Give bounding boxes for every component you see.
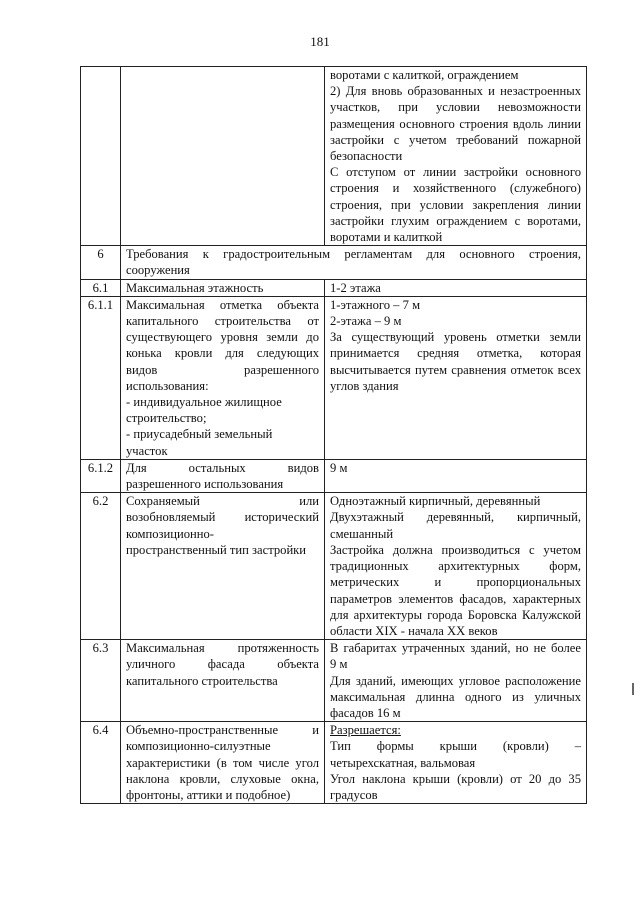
text-line: использования: [126,378,209,393]
value-cell [325,722,587,804]
row-number [81,67,121,246]
row-number: 6.2 [81,493,121,640]
text-line: Максимальная протяженность [126,641,319,656]
text-line: углов здания [330,378,399,393]
text-line: уличного фасада объекта [126,657,319,672]
row-number: 6.1.1 [81,296,121,459]
text-line: области XIX - начала XX веков [330,623,498,638]
parameter-cell [121,296,325,459]
text-line: С отступом от линии застройки основного [330,165,581,180]
text-line: воротами и калиткой [330,230,443,245]
text-line: Угол наклона крыши (кровли) от 20 до 35 [330,771,581,786]
text-line: 9 м [330,657,348,672]
parameter-cell [121,493,325,640]
table-row [81,722,587,804]
text-line: капитального строительства [126,673,278,688]
text-line: размещения основного строения вдоль линии [330,116,581,131]
text-line: фасадов 16 м [330,705,401,720]
table-row [81,67,587,246]
text-line: высчитывается путем сравнения отметок всех [330,362,581,377]
parameter-cell [121,459,325,492]
text-line: сооружения [126,263,190,278]
text-line: Застройка должна производиться с учетом [330,542,581,557]
text-line: Объемно-пространственные и [126,723,319,738]
text-line: Одноэтажный кирпичный, деревянный [330,494,541,509]
text-line: четырехскатная, вальмовая [330,755,476,770]
value-cell [325,296,587,459]
text-line: Сохраняемый или [126,494,319,509]
text-line: традиционных архитектурных форм, [330,559,581,574]
row-number: 6.3 [81,640,121,722]
text-line: конька кровли для следующих [126,346,319,361]
text-line: Требования к градостроительным регламентам для основного строения, [126,247,581,262]
table-row [81,246,587,279]
parameter-cell [121,67,325,246]
text-line: Двухэтажный деревянный, кирпичный, [330,510,581,525]
text-line: композиционно-силуэтные [126,739,271,754]
value-cell [325,67,587,246]
section-heading [121,246,587,279]
text-line: композиционно- [126,526,215,541]
text-line: Разрешается: [330,723,401,738]
page-number: 181 [310,34,330,49]
table-row [81,493,587,640]
text-line: За существующий уровень отметки земли [330,330,581,345]
text-line: Для зданий, имеющих угловое расположение [330,673,581,688]
text-line: видов разрешенного [126,362,319,377]
text-line: Для остальных видов [126,460,319,475]
text-line: воротами с калиткой, ограждением [330,68,519,82]
text-line: 9 м [330,460,348,475]
text-line: Тип формы крыши (кровли) – [330,739,581,754]
text-line: наклона кровли, слуховые окна, [126,771,319,786]
text-line: возобновляемый исторический [126,510,319,525]
text-line: смешанный [330,526,394,541]
table-row [81,459,587,492]
text-line: разрешенного использования [126,477,284,492]
value-cell [325,493,587,640]
text-line: пространственный тип застройки [126,542,307,557]
text-line: параметров элементов фасадов, характерных [330,591,581,606]
text-line: Максимальная этажность [126,280,264,295]
text-line: метрических и пропорциональных [330,575,581,590]
row-number: 6.4 [81,722,121,804]
text-line: 2-этажа – 9 м [330,314,402,329]
parameter-cell [121,279,325,296]
text-line: застройки глухим ограждением с воротами, [330,213,581,228]
table-row [81,640,587,722]
text-line: строительство; [126,411,207,426]
text-line: В габаритах утраченных зданий, но не более [330,641,581,656]
row-number: 6 [81,246,121,279]
text-line: - индивидуальное жилищное [126,395,282,410]
text-line: участок [126,443,168,458]
text-line: - приусадебный земельный [126,427,273,442]
regulations-table [80,66,587,804]
text-line: строения и хозяйственного (служебного) [330,181,581,196]
row-number: 6.1 [81,279,121,296]
text-line: фронтоны, аттики и подобное) [126,787,291,802]
parameter-cell [121,640,325,722]
text-line: участков, при условии невозможности [330,100,581,115]
parameter-cell [121,722,325,804]
text-line: безопасности [330,149,403,164]
text-line: существующего уровня земли до [126,330,319,345]
text-line: Максимальная отметка объекта [126,297,319,312]
table-row [81,279,587,296]
text-line: характеристики (в том числе угол [126,755,319,770]
text-line: для архитектуры города Боровска Калужской [330,607,581,622]
text-line: строения, при условии закрепления линии [330,197,581,212]
value-cell [325,279,587,296]
text-line: 2) Для вновь образованных и незастроенных [330,84,581,99]
table-row [81,296,587,459]
row-number: 6.1.2 [81,459,121,492]
margin-mark [632,683,634,695]
text-line: максимальная длинна одного из уличных [330,689,581,704]
value-cell [325,459,587,492]
text-line: застройки с учетом требований пожарной [330,132,581,147]
text-line: 1-этажного – 7 м [330,297,421,312]
text-line: 1-2 этажа [330,280,381,295]
text-line: градусов [330,787,378,802]
text-line: принимается средняя отметка, которая [330,346,581,361]
value-cell [325,640,587,722]
text-line: капитального строительства от [126,314,319,329]
